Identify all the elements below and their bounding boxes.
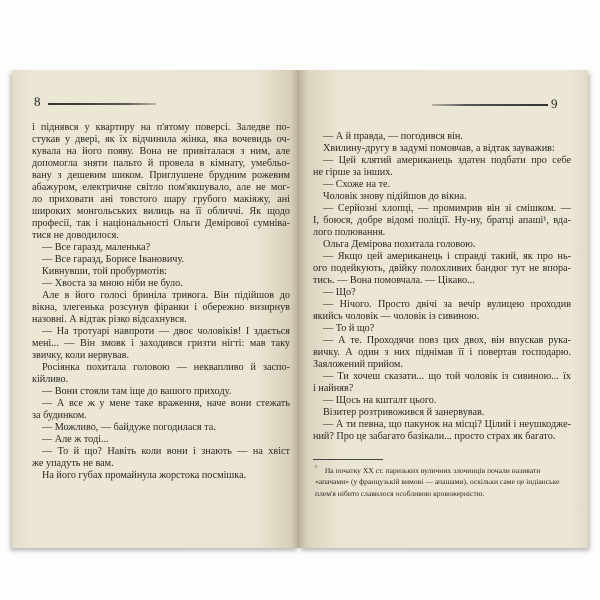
text-line: широких монгольських вилиць на її обличчі. Як щодо <box>32 206 290 217</box>
text-line: же упадуть не вам. <box>32 458 114 469</box>
text-line: — А те. Проходячи повз цих двох, він впускав рука- <box>323 335 571 346</box>
text-line: Росіянка похитала головою — неквапливо й заспо- <box>42 362 290 373</box>
text-line: — Якщо цей американець і справді такий, як про нь- <box>323 251 571 262</box>
text-line: професії, так і національності Ольги Демірової сумніва- <box>32 218 290 229</box>
header-rule <box>432 104 548 106</box>
text-line: звичку, коли нервував. <box>32 350 130 361</box>
text-line: — Схоже на те. <box>323 179 391 190</box>
text-line: — Щось на кшталт цього. <box>323 395 437 406</box>
text-line: — Нічого. Просто двічі за вечір вулицею проходив <box>323 299 571 310</box>
header-rule <box>48 103 156 105</box>
text-line: вичку. А один з них піднімав її і повертав господарю. <box>313 347 571 358</box>
text-line: — А все ж у мене таке враження, наче вони стежать <box>42 398 290 409</box>
text-line: — А ти певна, що пакунок на місці? Цілий і неушкодже- <box>323 419 571 430</box>
text-line: — То й що? Навіть коли вони і знають — на хвіст <box>42 446 290 457</box>
page-body-text <box>313 131 571 443</box>
text-line: кувала на його появу. Вона не привіталася з ним, але <box>32 146 290 157</box>
text-line: вану з дешевим шиком. Приглушене брудним рожевим <box>32 170 290 181</box>
text-line: — Серйозні хлопці, — промимрив він зі смішком. — <box>323 203 571 214</box>
text-line: не гірше за інших. <box>313 167 393 178</box>
text-line: — Все гаразд, маленька? <box>42 242 151 253</box>
text-line: — Але ж тоді... <box>42 434 109 445</box>
text-line: Але в його голосі бриніла тривога. Він підійшов до <box>42 290 290 301</box>
text-line: ло приховати ані товстого шару грубого макіяжу, ані <box>32 194 290 205</box>
text-line: — Ти хочеш сказати... що той чоловік із сивиною... їх <box>323 371 571 382</box>
text-line: — А й правда, — погодився він. <box>323 131 463 142</box>
footnote-marker: ¹ <box>315 464 317 471</box>
text-line: лого полювання. <box>313 227 386 238</box>
text-line: — Цей клятий американець здатен подбати про себе <box>323 155 571 166</box>
text-line: На його губах промайнула жорстока посмішка. <box>42 470 247 481</box>
text-line: і піднявся у квартиру на п'ятому поверсі. Заледве по- <box>32 122 290 133</box>
text-line: Чоловік знову підійшов до вікна. <box>323 191 467 202</box>
footnote-text: На початку XX ст. паризьких вуличних злочинців почали називати «апачами» (у французькій вимові — апашами), оскільки саме це індіанське плем'я нібито славилося особливою кровожерністю. <box>315 465 560 498</box>
text-line: — Все гаразд, Борисе Івановичу. <box>42 254 185 265</box>
left-page <box>12 70 299 548</box>
text-line: мені... — Він змовк і заходився гризти нігті: мав таку <box>32 338 290 349</box>
text-line: за будинком. <box>32 410 87 421</box>
text-line: кійливо. <box>32 374 69 385</box>
text-line: ний? Про це забагато базікали... просто страх як багато. <box>313 431 556 442</box>
text-line: — Що? <box>323 287 356 298</box>
text-line: і найняв? <box>313 383 354 394</box>
text-line: якийсь чоловік — чоловік із сивиною. <box>313 311 480 322</box>
text-line: абажуром, електричне світло пом'якшувало, але не мог- <box>32 182 290 193</box>
text-line: ого подейкують, двійку полохливих бандюг тут не впора- <box>313 263 571 274</box>
text-line: Кивнувши, той пробурмотів: <box>42 266 168 277</box>
page-number: 8 <box>34 94 41 109</box>
text-line: — Вони стояли там іще до вашого приходу. <box>42 386 232 397</box>
text-line: вікна, злегенька розсунув фіранки і обережно визирнув <box>32 302 290 313</box>
right-page <box>299 70 588 548</box>
text-line: І, боюся, добре відомі поліції. Ну-ну, братці апаші¹, вда- <box>313 215 571 226</box>
text-line: — Можливо, — байдуже погодилася та. <box>42 422 216 433</box>
footnote <box>315 462 567 499</box>
text-line: Заяложений прийом. <box>313 359 403 370</box>
page-body-text <box>32 122 290 482</box>
text-line: назовні. А відтак різко відсахнувся. <box>32 314 187 325</box>
text-line: — Хвоста за мною ніби не було. <box>42 278 183 289</box>
text-line: Хвилину-другу в задумі помовчав, а відтак зауважив: <box>323 143 555 154</box>
text-line: стукав у двері, як їх відчинила жінка, яка вочевидь оч- <box>32 134 290 145</box>
text-line: тися не доводилося. <box>32 230 119 241</box>
text-line: Ольга Демірова похитала головою. <box>323 239 476 250</box>
text-line: — То й що? <box>323 323 375 334</box>
text-line: допомогла зняти пальто й провела в кімнату, умебльо- <box>32 158 290 169</box>
text-line: — На тротуарі навпроти — двоє чоловіків! І здається <box>42 326 290 337</box>
text-line: тись. — Вона помовчала. — Цікаво... <box>313 275 475 286</box>
text-line: Візитер розтривожився й занервував. <box>323 407 485 418</box>
page-number: 9 <box>551 96 558 111</box>
footnote-rule <box>313 459 383 460</box>
